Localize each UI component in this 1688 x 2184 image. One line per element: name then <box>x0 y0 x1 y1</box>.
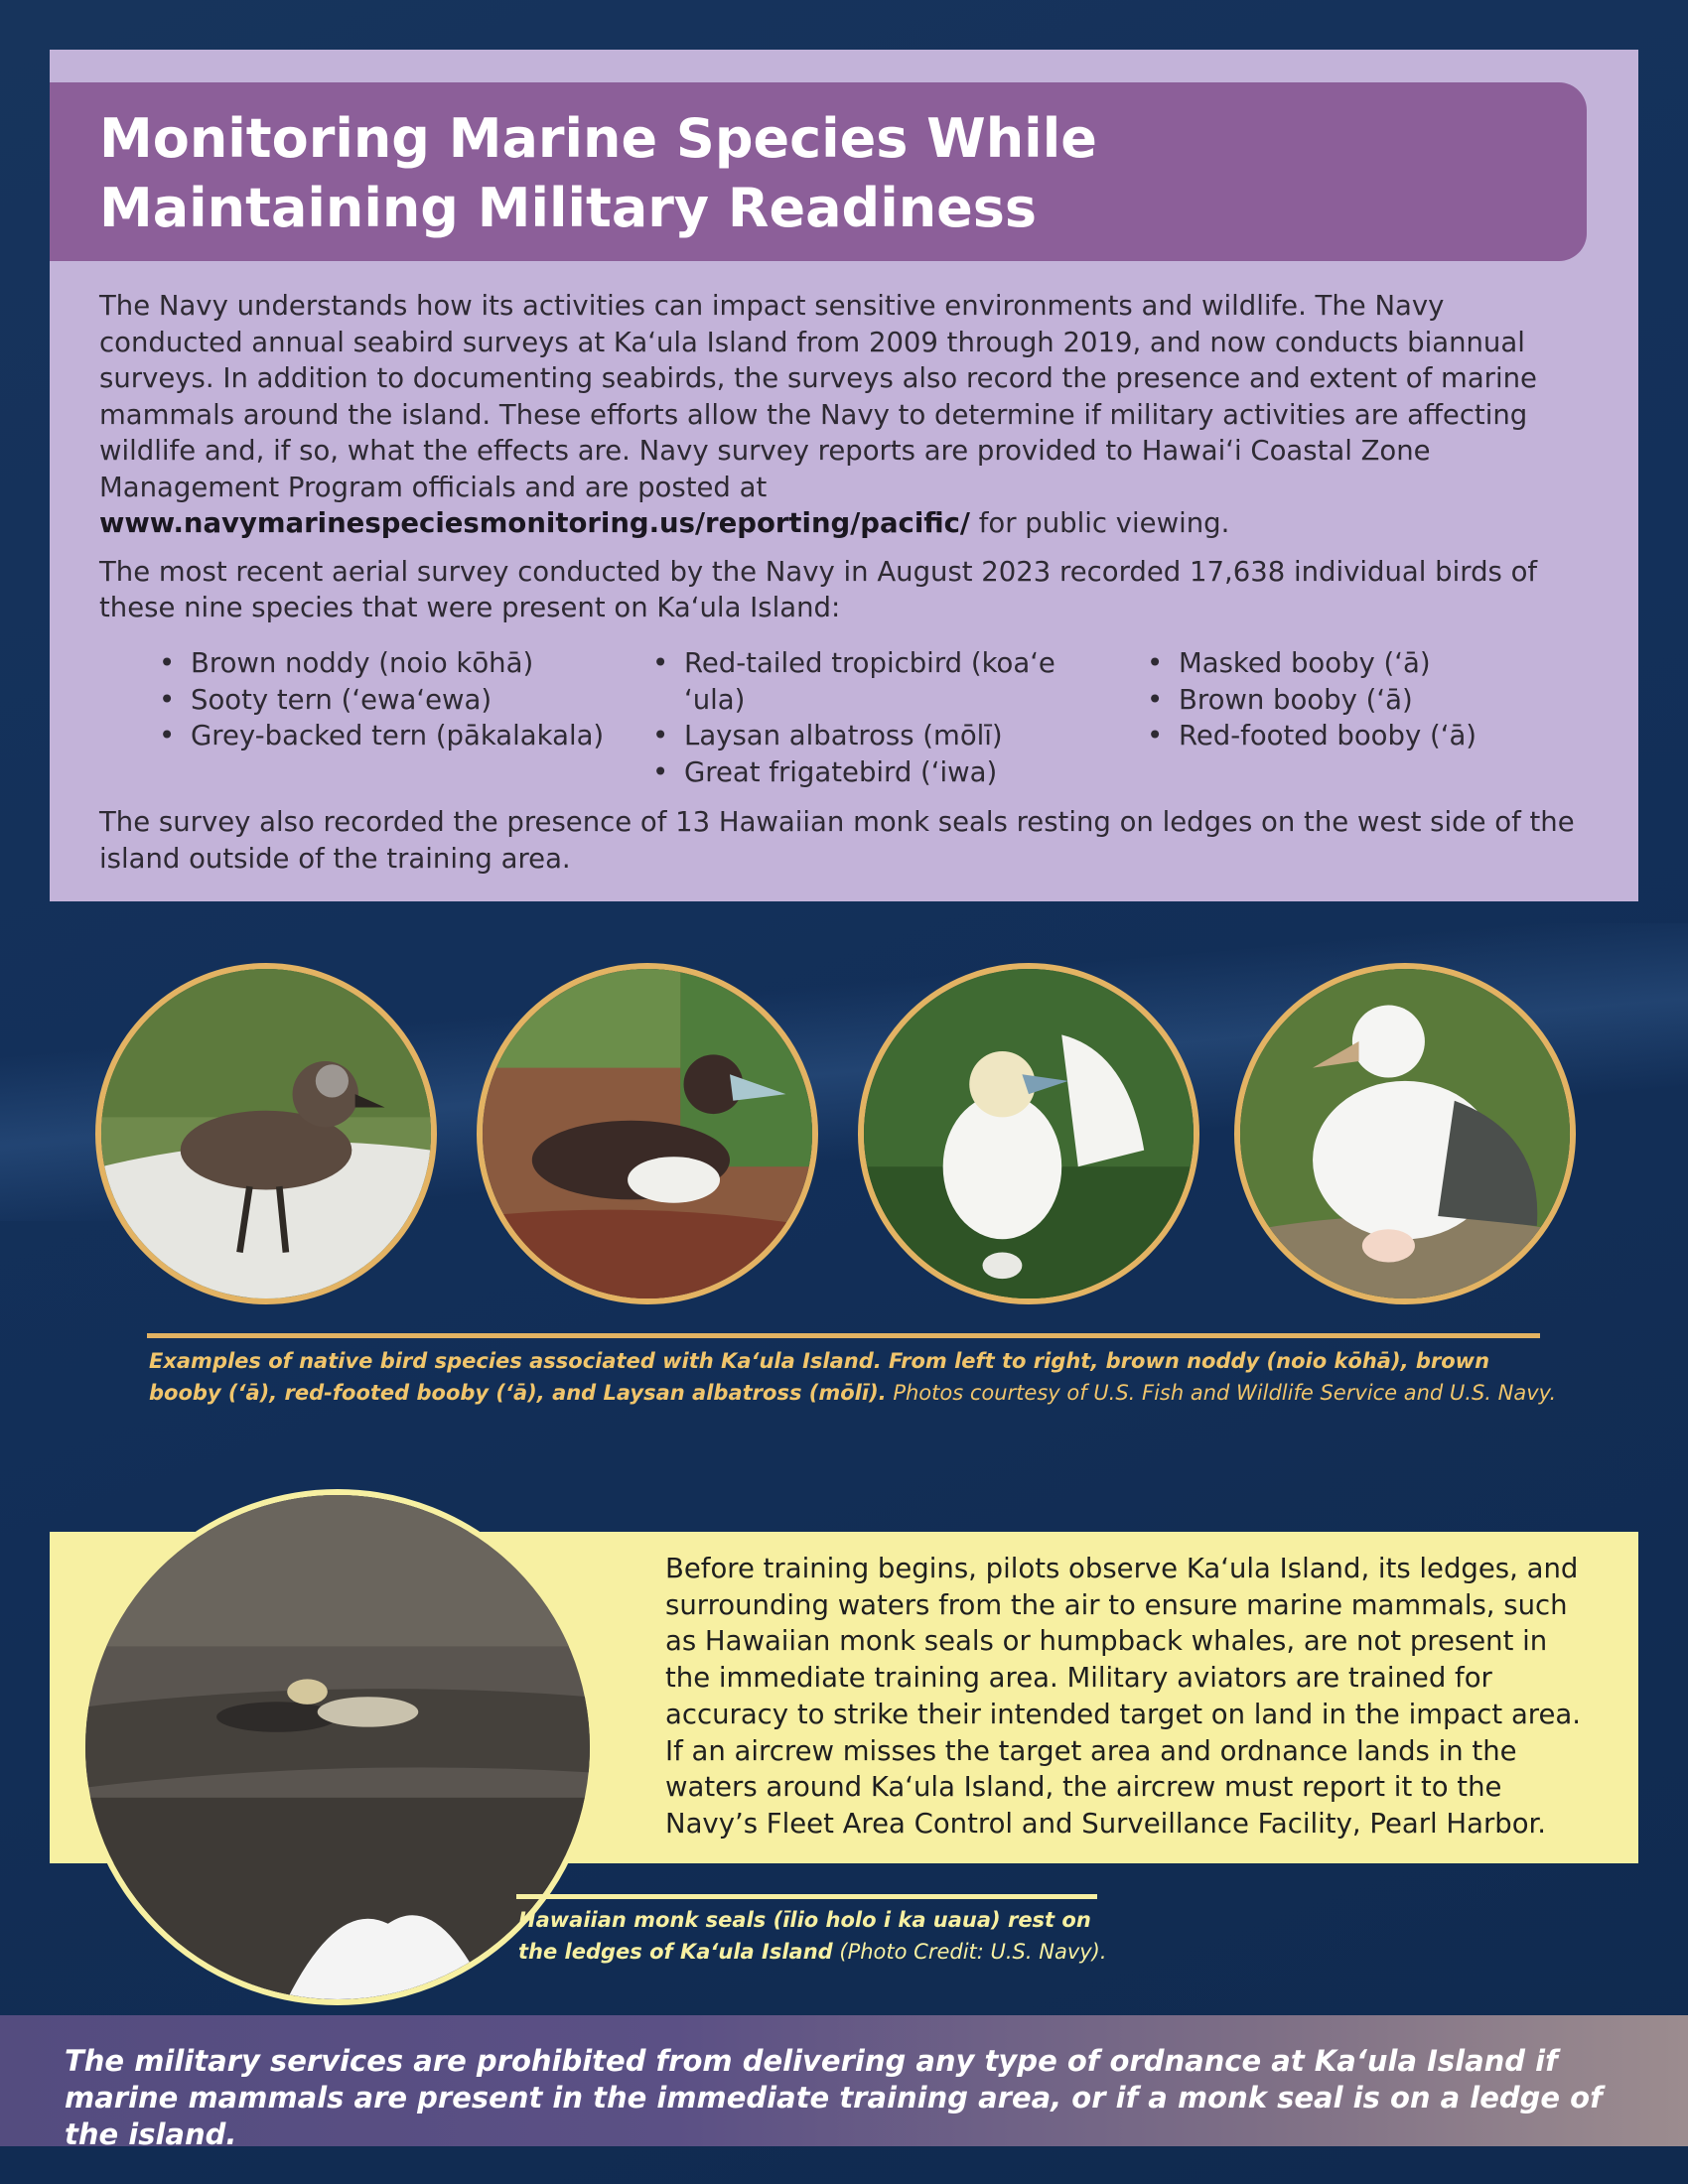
bullet: • <box>159 683 176 716</box>
seal-caption-bold: Hawaiian monk seals (īlio holo i ka uaua) rest on the ledges of Kaʻula Island <box>518 1908 1091 1964</box>
species-name: Laysan albatross (mōlī) <box>684 720 1003 751</box>
species-item <box>1087 645 1564 682</box>
bird-caption-credit: Photos courtesy of U.S. Fish and Wildlife Service and U.S. Navy. <box>886 1381 1557 1405</box>
title-line-1: Monitoring Marine Species While <box>99 107 1097 170</box>
species-column-1 <box>99 645 616 754</box>
species-column-2 <box>593 645 1109 790</box>
species-name: Red-footed booby (ʻā) <box>1179 720 1477 751</box>
species-name: Grey-backed tern (pākalakala) <box>191 720 605 751</box>
species-name: Masked booby (ʻā) <box>1179 647 1431 679</box>
species-item <box>593 718 1109 754</box>
species-item <box>99 682 616 719</box>
species-name: Sooty tern (ʻewaʻewa) <box>191 683 492 716</box>
species-name: Brown noddy (noio kōhā) <box>191 647 534 679</box>
bullet: • <box>159 720 176 751</box>
species-item <box>99 718 616 754</box>
prohibition-statement: The military services are prohibited from delivering any type of ordnance at Kaʻula Island if marine mammals are present in the immediate training area, or if a monk seal is on a ledge of the island. <box>65 2044 1603 2151</box>
bird-caption-rule <box>147 1333 1540 1338</box>
bullet: • <box>1147 720 1164 751</box>
seal-caption <box>518 1904 1134 1968</box>
species-name: Brown booby (ʻā) <box>1179 683 1413 716</box>
intro-paragraph-1-text: The Navy understands how its activities can impact sensitive environments and wildlife. The Navy conducted annual seabird surveys at Kaʻula Island from 2009 through 2019, and now conducts biannual surveys. In addition to documenting seabirds, the surveys also record the presence and extent of marine mammals around the island. These efforts allow the Navy to determine if military activities are affecting wildlife and, if so, what the effects are. Navy survey reports are provided to Hawaiʻi Coastal Zone Management Program officials and are posted at <box>99 290 1537 503</box>
laysan-albatross-photo <box>1234 963 1576 1304</box>
seal-caption-credit: (Photo Credit: U.S. Navy). <box>832 1940 1107 1964</box>
species-item <box>593 645 1109 718</box>
survey-note: The survey also recorded the presence of 13 Hawaiian monk seals resting on ledges on the west side of the island outside of the training area. <box>99 806 1575 875</box>
bottom-banner <box>0 2015 1688 2151</box>
species-column-3 <box>1087 645 1564 754</box>
species-list <box>99 645 1579 794</box>
species-name: Red-tailed tropicbird (koaʻe ʻula) <box>684 647 1055 716</box>
species-name: Great frigatebird (ʻiwa) <box>684 755 998 788</box>
brown-booby-photo <box>477 963 818 1304</box>
species-item <box>99 645 616 682</box>
reports-url-link[interactable]: www.navymarinespeciesmonitoring.us/reporting/pacific/ <box>99 507 970 539</box>
title-band <box>50 82 1587 261</box>
bullet: • <box>1147 683 1164 716</box>
intro-paragraph-1-tail: for public viewing. <box>969 507 1230 539</box>
bullet: • <box>1147 647 1164 679</box>
intro-paragraph-2: The most recent aerial survey conducted by the Navy in August 2023 recorded 17,638 individual birds of these nine species that were present on Kaʻula Island: <box>99 555 1538 623</box>
bullet: • <box>652 720 669 751</box>
intro-text <box>99 288 1579 638</box>
bullet: • <box>159 647 176 679</box>
species-item <box>1087 718 1564 754</box>
bird-caption-bold: Examples of native bird species associated with Kaʻula Island. From left to right, brown noddy (noio kōhā), brown booby (ʻā), red-footed booby (ʻā), and Laysan albatross (mōlī). <box>149 1349 1490 1405</box>
intro-paragraph-1 <box>99 288 1579 542</box>
title-line-2: Maintaining Military Readiness <box>99 177 1038 239</box>
bullet: • <box>652 755 669 788</box>
brown-noddy-photo <box>95 963 437 1304</box>
seal-caption-rule <box>516 1894 1097 1899</box>
bullet: • <box>652 647 669 679</box>
species-item <box>1087 682 1564 719</box>
red-footed-booby-photo <box>858 963 1199 1304</box>
species-item <box>593 754 1109 791</box>
training-procedure-text: Before training begins, pilots observe Kaʻula Island, its ledges, and surrounding waters from the air to ensure marine mammals, such as Hawaiian monk seals or humpback whales, are not present in the immediate training area. Military aviators are trained for accuracy to strike their intended target on land in the impact area. If an aircrew misses the target area and ordnance lands in the waters around Kaʻula Island, the aircrew must report it to the Navy’s Fleet Area Control and Surveillance Facility, Pearl Harbor. <box>665 1553 1582 1840</box>
bird-caption <box>149 1345 1559 1409</box>
page-title <box>99 104 1547 243</box>
